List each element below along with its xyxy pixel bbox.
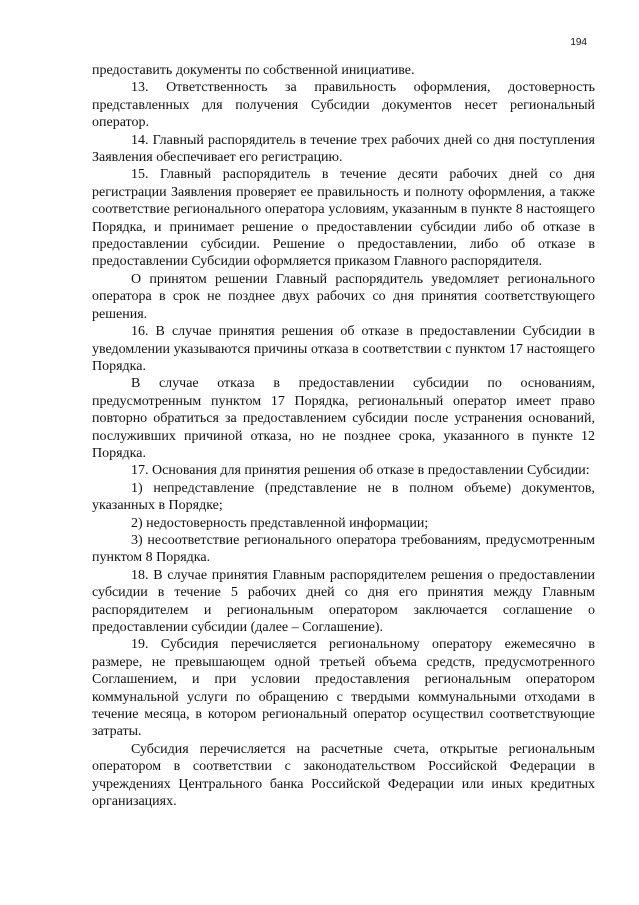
paragraph-13: 13. Ответственность за правильность оформления, достоверность представленных для получения Субсидии документов несет региональный оператор. bbox=[92, 80, 595, 131]
list-item-3: 3) несоответствие регионального оператора требованиям, предусмотренным пунктом 8 Порядка. bbox=[92, 532, 595, 566]
paragraph-19-accounts: Субсидия перечисляется на расчетные счета, открытые региональным оператором в соответствии с законодательством Российской Федерации в учреждениях Центрального банка Российской Федерации или иных кредитных организациях. bbox=[92, 741, 595, 810]
paragraph-15: 15. Главный распорядитель в течение десяти рабочих дней со дня регистрации Заявления проверяет ее правильность и полноту оформления, а также соответствие регионального оператора условиям, указанным в пункте 8 настоящего Порядка, и принимает решение о предоставлении субсидии либо об отказе в предоставлении субсидии. Решение о предоставлении, либо об отказе в предоставлении Субсидии оформляется приказом Главного распорядителя. bbox=[92, 167, 595, 270]
paragraph-16-reapply: В случае отказа в предоставлении субсидии по основаниям, предусмотренным пунктом 17 Порядка, региональный оператор имеет право повторно обратиться за предоставлением субсидии после устранения оснований, послуживших причиной отказа, но не позднее срока, указанного в пункте 12 Порядка. bbox=[92, 376, 595, 461]
paragraph-14: 14. Главный распорядитель в течение трех рабочих дней со дня поступления Заявления обеспечивает его регистрацию. bbox=[92, 132, 595, 166]
list-item-2: 2) недостоверность представленной информации; bbox=[131, 515, 429, 531]
paragraph-15-decision-notice: О принятом решении Главный распорядитель уведомляет регионального оператора в срок не позднее двух рабочих со дня принятия соответствующего решения. bbox=[92, 271, 595, 322]
paragraph-17: 17. Основания для принятия решения об отказе в предоставлении Субсидии: bbox=[131, 463, 590, 479]
list-item-1: 1) непредставление (представление не в полном объеме) документов, указанных в Порядке; bbox=[92, 480, 595, 514]
page-number: 194 bbox=[570, 37, 587, 48]
paragraph-16: 16. В случае принятия решения об отказе в предоставлении Субсидии в уведомлении указываются причины отказа в соответствии с пунктом 17 настоящего Порядка. bbox=[92, 324, 595, 374]
paragraph-18: 18. В случае принятия Главным распорядителем решения о предоставлении субсидии в течение 5 рабочих дней со дня его принятия между Главным распорядителем и региональным оператором заключается соглашение о предоставлении субсидии (далее – Соглашение). bbox=[92, 567, 595, 635]
paragraph-continuation: предоставить документы по собственной инициативе. bbox=[92, 63, 415, 78]
document-body bbox=[92, 62, 595, 810]
paragraph-19: 19. Субсидия перечисляется региональному оператору ежемесячно в размере, не превышающем одной третьей объема средств, предусмотренного Соглашением, и при условии предоставления региональным оператором коммунальной услуги по обращению с твердыми коммунальными отходами в течение месяца, в котором региональный оператор осуществил соответствующие затраты. bbox=[92, 637, 595, 740]
